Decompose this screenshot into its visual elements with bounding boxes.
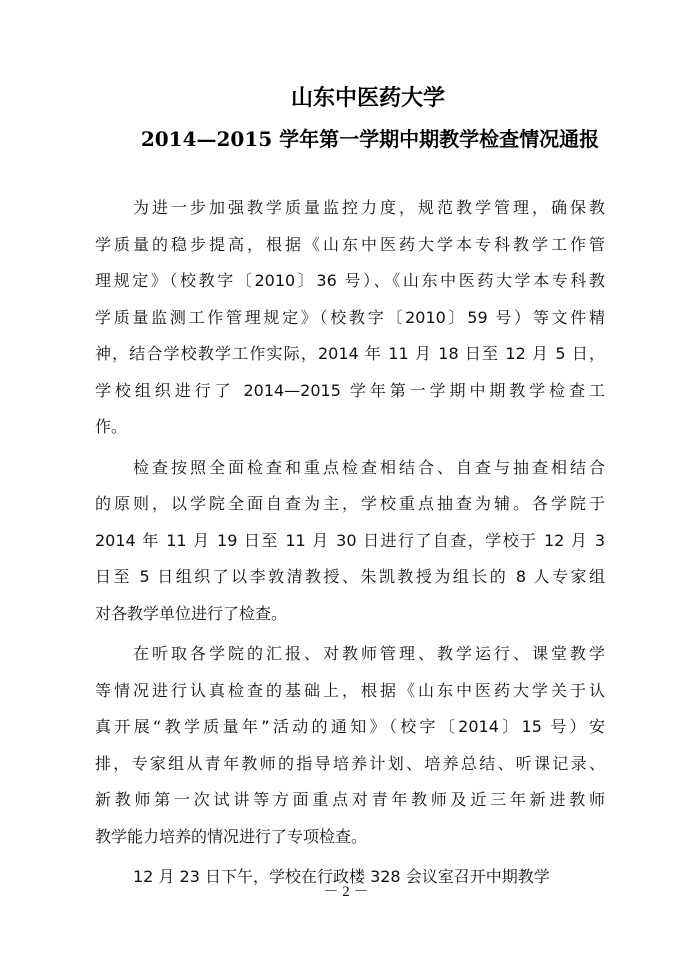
- paragraph-line: 神，结合学校教学工作实际，2014 年 11 月 18 日至 12 月 5 日，: [95, 344, 605, 363]
- paragraph-line: 新教师第一次试讲等方面重点对青年教师及近三年新进教师: [95, 790, 605, 809]
- paragraph-line: 的原则，以学院全面自查为主，学校重点抽查为辅。各学院于: [95, 494, 605, 513]
- paragraph-3: [95, 636, 605, 855]
- document-title: 山东中医药大学: [290, 85, 445, 111]
- paragraph-line: 为进一步加强教学质量监控力度，规范教学管理，确保教: [133, 198, 605, 217]
- paragraph-line: 日至 5 日组织了以李敦清教授、朱凯教授为组长的 8 人专家组: [95, 567, 605, 586]
- paragraph-2: [95, 450, 605, 633]
- paragraph-line: 学质量的稳步提高，根据《山东中医药大学本专科教学工作管: [95, 234, 605, 254]
- paragraph-line: 教学能力培养的情况进行了专项检查。: [95, 826, 368, 846]
- page-number: － 2 －: [323, 884, 369, 900]
- paragraph-line: 排，专家组从青年教师的指导培养计划、培养总结、听课记录、: [95, 753, 605, 773]
- document-subtitle: 2014—2015 学年第一学期中期教学检查情况通报: [140, 127, 600, 151]
- paragraph-1: [95, 190, 605, 446]
- paragraph-line: 在听取各学院的汇报、对教师管理、教学运行、课堂教学: [133, 644, 605, 663]
- paragraph-line: 等情况进行认真检查的基础上，根据《山东中医药大学关于认: [95, 680, 605, 700]
- paragraph-line: 检查按照全面检查和重点检查相结合、自查与抽查相结合: [133, 457, 605, 477]
- paragraph-line: 对各教学单位进行了检查。: [95, 603, 288, 623]
- paragraph-line: 作。: [95, 417, 128, 436]
- paragraph-line: 学校组织进行了 2014—2015 学年第一学期中期教学检查工: [95, 380, 605, 400]
- paragraph-line: 学质量监测工作管理规定》（校教字〔2010〕59 号）等文件精: [95, 307, 605, 327]
- paragraph-line: 真开展“教学质量年”活动的通知》（校字〔2014〕15 号）安: [95, 717, 605, 736]
- paragraph-line: 12 月 23 日下午，学校在行政楼 328 会议室召开中期教学: [133, 867, 550, 886]
- paragraph-line: 理规定》（校教字〔2010〕36 号）、《山东中医药大学本专科教: [95, 271, 605, 290]
- document-body: [95, 190, 605, 896]
- paragraph-line: 2014 年 11 月 19 日至 11 月 30 日进行了自查，学校于 12 月 3: [95, 530, 605, 550]
